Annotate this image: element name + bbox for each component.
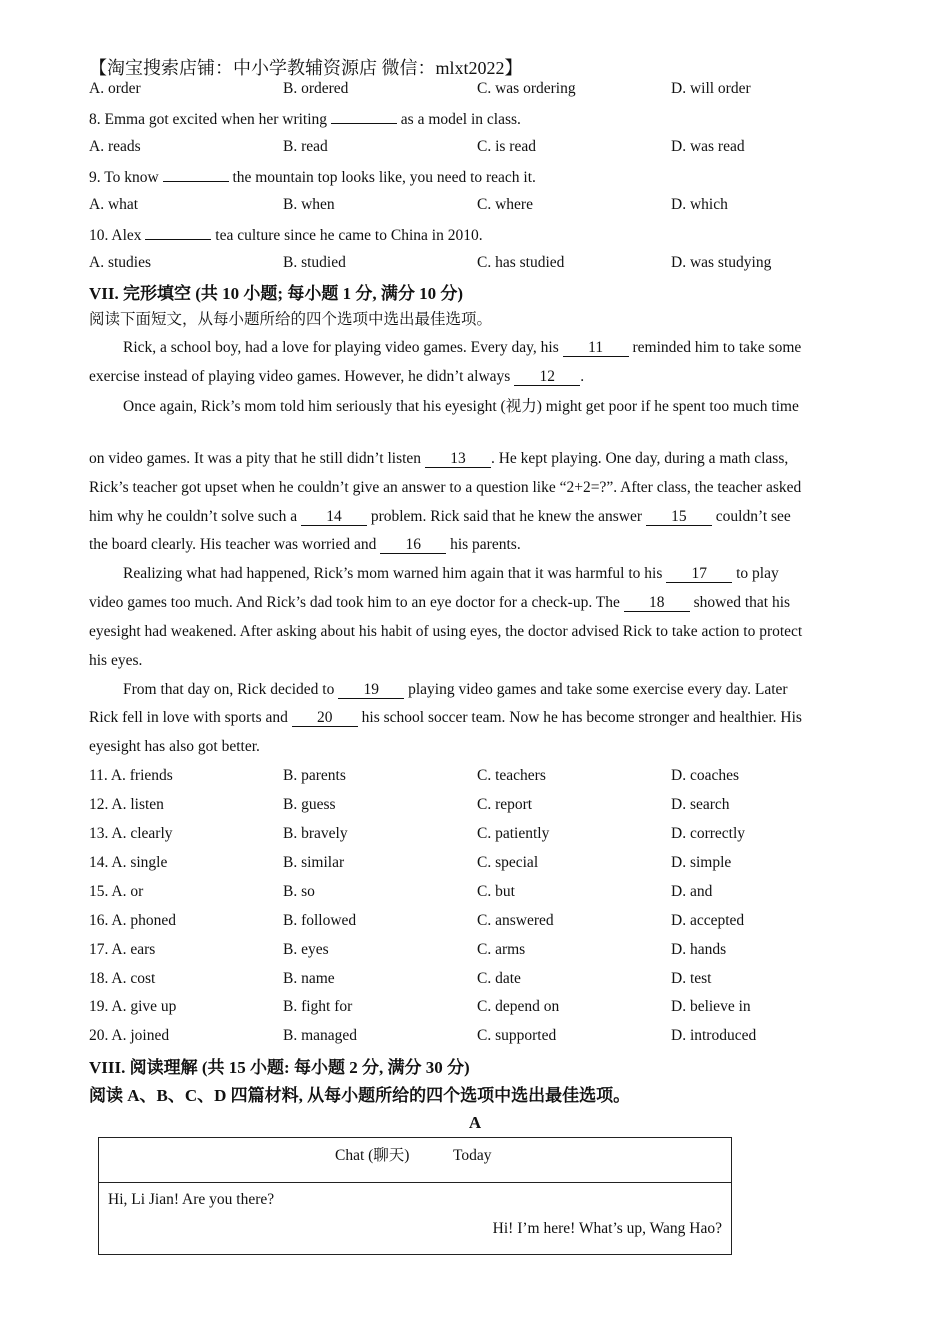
passage-text: . He kept playing. One day, during a math class,	[490, 450, 789, 467]
blank-13: 13	[425, 450, 491, 468]
cloze-options-12	[89, 795, 869, 815]
option-text: B. so	[283, 883, 315, 900]
passage-line	[123, 564, 779, 584]
question-10-text-before: 10. Alex	[89, 227, 142, 244]
option-text: 16. A. phoned	[89, 912, 176, 929]
passage-line	[89, 449, 788, 469]
question-10	[89, 224, 483, 246]
question-8-text-after: as a model in class.	[400, 111, 521, 128]
blank-17: 17	[666, 565, 732, 583]
cloze-options-20	[89, 1026, 869, 1046]
q9-options	[89, 195, 869, 215]
cloze-options-18	[89, 969, 869, 989]
chat-message-2: Hi! I’m here! What’s up, Wang Hao?	[492, 1220, 722, 1237]
option-text: 13. A. clearly	[89, 825, 173, 842]
cloze-options-14	[89, 853, 869, 873]
passage-text: showed that his	[693, 594, 791, 611]
section-7-instruction: 阅读下面短文，从每小题所给的四个选项中选出最佳选项。	[89, 311, 493, 328]
q8-option-c: C. is read	[477, 138, 536, 155]
q9-option-d: D. which	[671, 196, 728, 213]
option-text: C. but	[477, 883, 515, 900]
option-text: D. simple	[671, 854, 732, 871]
cloze-options-13	[89, 824, 869, 844]
question-10-text-after: tea culture since he came to China in 2010.	[215, 227, 483, 244]
passage-line	[123, 680, 788, 700]
section-8-title: VIII. 阅读理解 (共 15 小题: 每小题 2 分, 满分 30 分)	[89, 1058, 470, 1077]
passage-line	[89, 708, 802, 728]
option-text: 11. A. friends	[89, 767, 173, 784]
passage-text: reminded him to take some	[632, 339, 802, 356]
question-9-text-before: 9. To know	[89, 169, 159, 186]
passage-line	[89, 367, 584, 387]
q10-option-b: B. studied	[283, 254, 346, 271]
blank-18: 18	[624, 594, 690, 612]
question-8-text-before: 8. Emma got excited when her writing	[89, 111, 328, 128]
option-text: D. introduced	[671, 1027, 757, 1044]
cloze-options-11	[89, 766, 869, 786]
passage-text: to play	[736, 565, 779, 582]
q9-option-a: A. what	[89, 196, 139, 213]
blank-14: 14	[301, 508, 367, 526]
blank-20: 20	[292, 709, 358, 727]
option-text: D. accepted	[671, 912, 745, 929]
question-8-blank	[331, 108, 397, 124]
option-text: D. search	[671, 796, 730, 813]
section-8-instruction: 阅读 A、B、C、D 四篇材料, 从每小题所给的四个选项中选出最佳选项。	[89, 1086, 631, 1105]
option-text: B. managed	[283, 1027, 358, 1044]
option-text: B. followed	[283, 912, 357, 929]
chat-title: Chat (聊天)	[335, 1147, 410, 1164]
option-text: C. arms	[477, 941, 526, 958]
option-text: 20. A. joined	[89, 1027, 170, 1044]
option-text: D. and	[671, 883, 713, 900]
blank-19: 19	[338, 681, 404, 699]
section-7-title: VII. 完形填空 (共 10 小题; 每小题 1 分, 满分 10 分)	[89, 284, 463, 303]
option-text: C. depend on	[477, 998, 560, 1015]
option-text: D. test	[671, 970, 712, 987]
question-10-blank	[145, 224, 211, 240]
q8-option-b: B. read	[283, 138, 328, 155]
q9-option-b: B. when	[283, 196, 335, 213]
passage-line: eyesight had weakened. After asking about his habit of using eyes, the doctor advised Rick to take action to protect	[89, 623, 803, 640]
q10-option-a: A. studies	[89, 254, 151, 271]
cloze-options-17	[89, 940, 869, 960]
option-text: B. name	[283, 970, 335, 987]
cloze-options-19	[89, 997, 869, 1017]
passage-line: Rick’s teacher got upset when he couldn’t give an answer to a question like “2+2=?”. After class, the teacher asked	[89, 479, 802, 496]
chat-box	[98, 1137, 732, 1255]
option-text: D. hands	[671, 941, 727, 958]
blank-15: 15	[646, 508, 712, 526]
passage-line: eyesight has also got better.	[89, 738, 260, 755]
passage-text: couldn’t see	[715, 508, 791, 525]
option-text: B. similar	[283, 854, 345, 871]
blank-11: 11	[563, 339, 629, 357]
option-text: C. report	[477, 796, 533, 813]
option-text: 15. A. or	[89, 883, 144, 900]
part-label: A	[468, 1113, 482, 1132]
option-text: D. correctly	[671, 825, 746, 842]
passage-text: From that day on, Rick decided to	[123, 681, 335, 698]
chat-divider	[99, 1182, 731, 1183]
question-9	[89, 166, 536, 188]
passage-text: his parents.	[450, 536, 521, 553]
passage-text: Rick fell in love with sports and	[89, 709, 288, 726]
option-text: 18. A. cost	[89, 970, 156, 987]
option-text: B. parents	[283, 767, 346, 784]
page-header: 【淘宝搜索店铺：中小学教辅资源店 微信：mlxt2022】	[89, 58, 523, 78]
blank-12: 12	[514, 368, 580, 386]
passage-text: his school soccer team. Now he has become stronger and healthier. His	[361, 709, 802, 726]
q7-option-b: B. ordered	[283, 80, 349, 97]
passage-line: Once again, Rick’s mom told him seriously that his eyesight (视力) might get poor if he spent too much time	[123, 398, 799, 415]
question-9-text-after: the mountain top looks like, you need to reach it.	[232, 169, 536, 186]
option-text: C. patiently	[477, 825, 550, 842]
passage-text: exercise instead of playing video games. However, he didn’t always	[89, 368, 511, 385]
q9-option-c: C. where	[477, 196, 533, 213]
option-text: B. guess	[283, 796, 336, 813]
q8-option-d: D. was read	[671, 138, 745, 155]
option-text: 12. A. listen	[89, 796, 164, 813]
option-text: D. believe in	[671, 998, 751, 1015]
option-text: B. eyes	[283, 941, 329, 958]
q8-options	[89, 137, 869, 157]
chat-message-1: Hi, Li Jian! Are you there?	[108, 1191, 275, 1208]
passage-line: his eyes.	[89, 652, 143, 669]
option-text: 17. A. ears	[89, 941, 156, 958]
passage-text: playing video games and take some exercise every day. Later	[408, 681, 788, 698]
option-text: 19. A. give up	[89, 998, 177, 1015]
q10-option-d: D. was studying	[671, 254, 772, 271]
passage-text: Realizing what had happened, Rick’s mom warned him again that it was harmful to his	[123, 565, 663, 582]
passage-text: Rick, a school boy, had a love for playing video games. Every day, his	[123, 339, 559, 356]
q7-option-d: D. will order	[671, 80, 751, 97]
q10-option-c: C. has studied	[477, 254, 565, 271]
option-text: C. teachers	[477, 767, 546, 784]
passage-line	[89, 507, 791, 527]
option-text: C. supported	[477, 1027, 557, 1044]
q7-options	[89, 79, 869, 99]
passage-text: video games too much. And Rick’s dad took him to an eye doctor for a check-up. The	[89, 594, 620, 611]
chat-day: Today	[453, 1147, 492, 1164]
cloze-options-15	[89, 882, 869, 902]
passage-text: .	[580, 368, 585, 385]
option-text: 14. A. single	[89, 854, 168, 871]
passage-line	[89, 593, 790, 613]
passage-text: him why he couldn’t solve such a	[89, 508, 298, 525]
cloze-options-16	[89, 911, 869, 931]
q7-option-c: C. was ordering	[477, 80, 576, 97]
passage-line	[123, 338, 801, 358]
blank-16: 16	[380, 536, 446, 554]
q10-options	[89, 253, 869, 273]
option-text: C. special	[477, 854, 539, 871]
q7-option-a: A. order	[89, 80, 141, 97]
passage-text: on video games. It was a pity that he still didn’t listen	[89, 450, 422, 467]
passage-text: problem. Rick said that he knew the answer	[370, 508, 643, 525]
q8-option-a: A. reads	[89, 138, 141, 155]
option-text: B. bravely	[283, 825, 348, 842]
option-text: B. fight for	[283, 998, 353, 1015]
question-8	[89, 108, 521, 130]
option-text: C. answered	[477, 912, 554, 929]
passage-text: the board clearly. His teacher was worried and	[89, 536, 377, 553]
option-text: C. date	[477, 970, 521, 987]
question-9-blank	[163, 166, 229, 182]
option-text: D. coaches	[671, 767, 739, 784]
passage-line	[89, 535, 521, 555]
